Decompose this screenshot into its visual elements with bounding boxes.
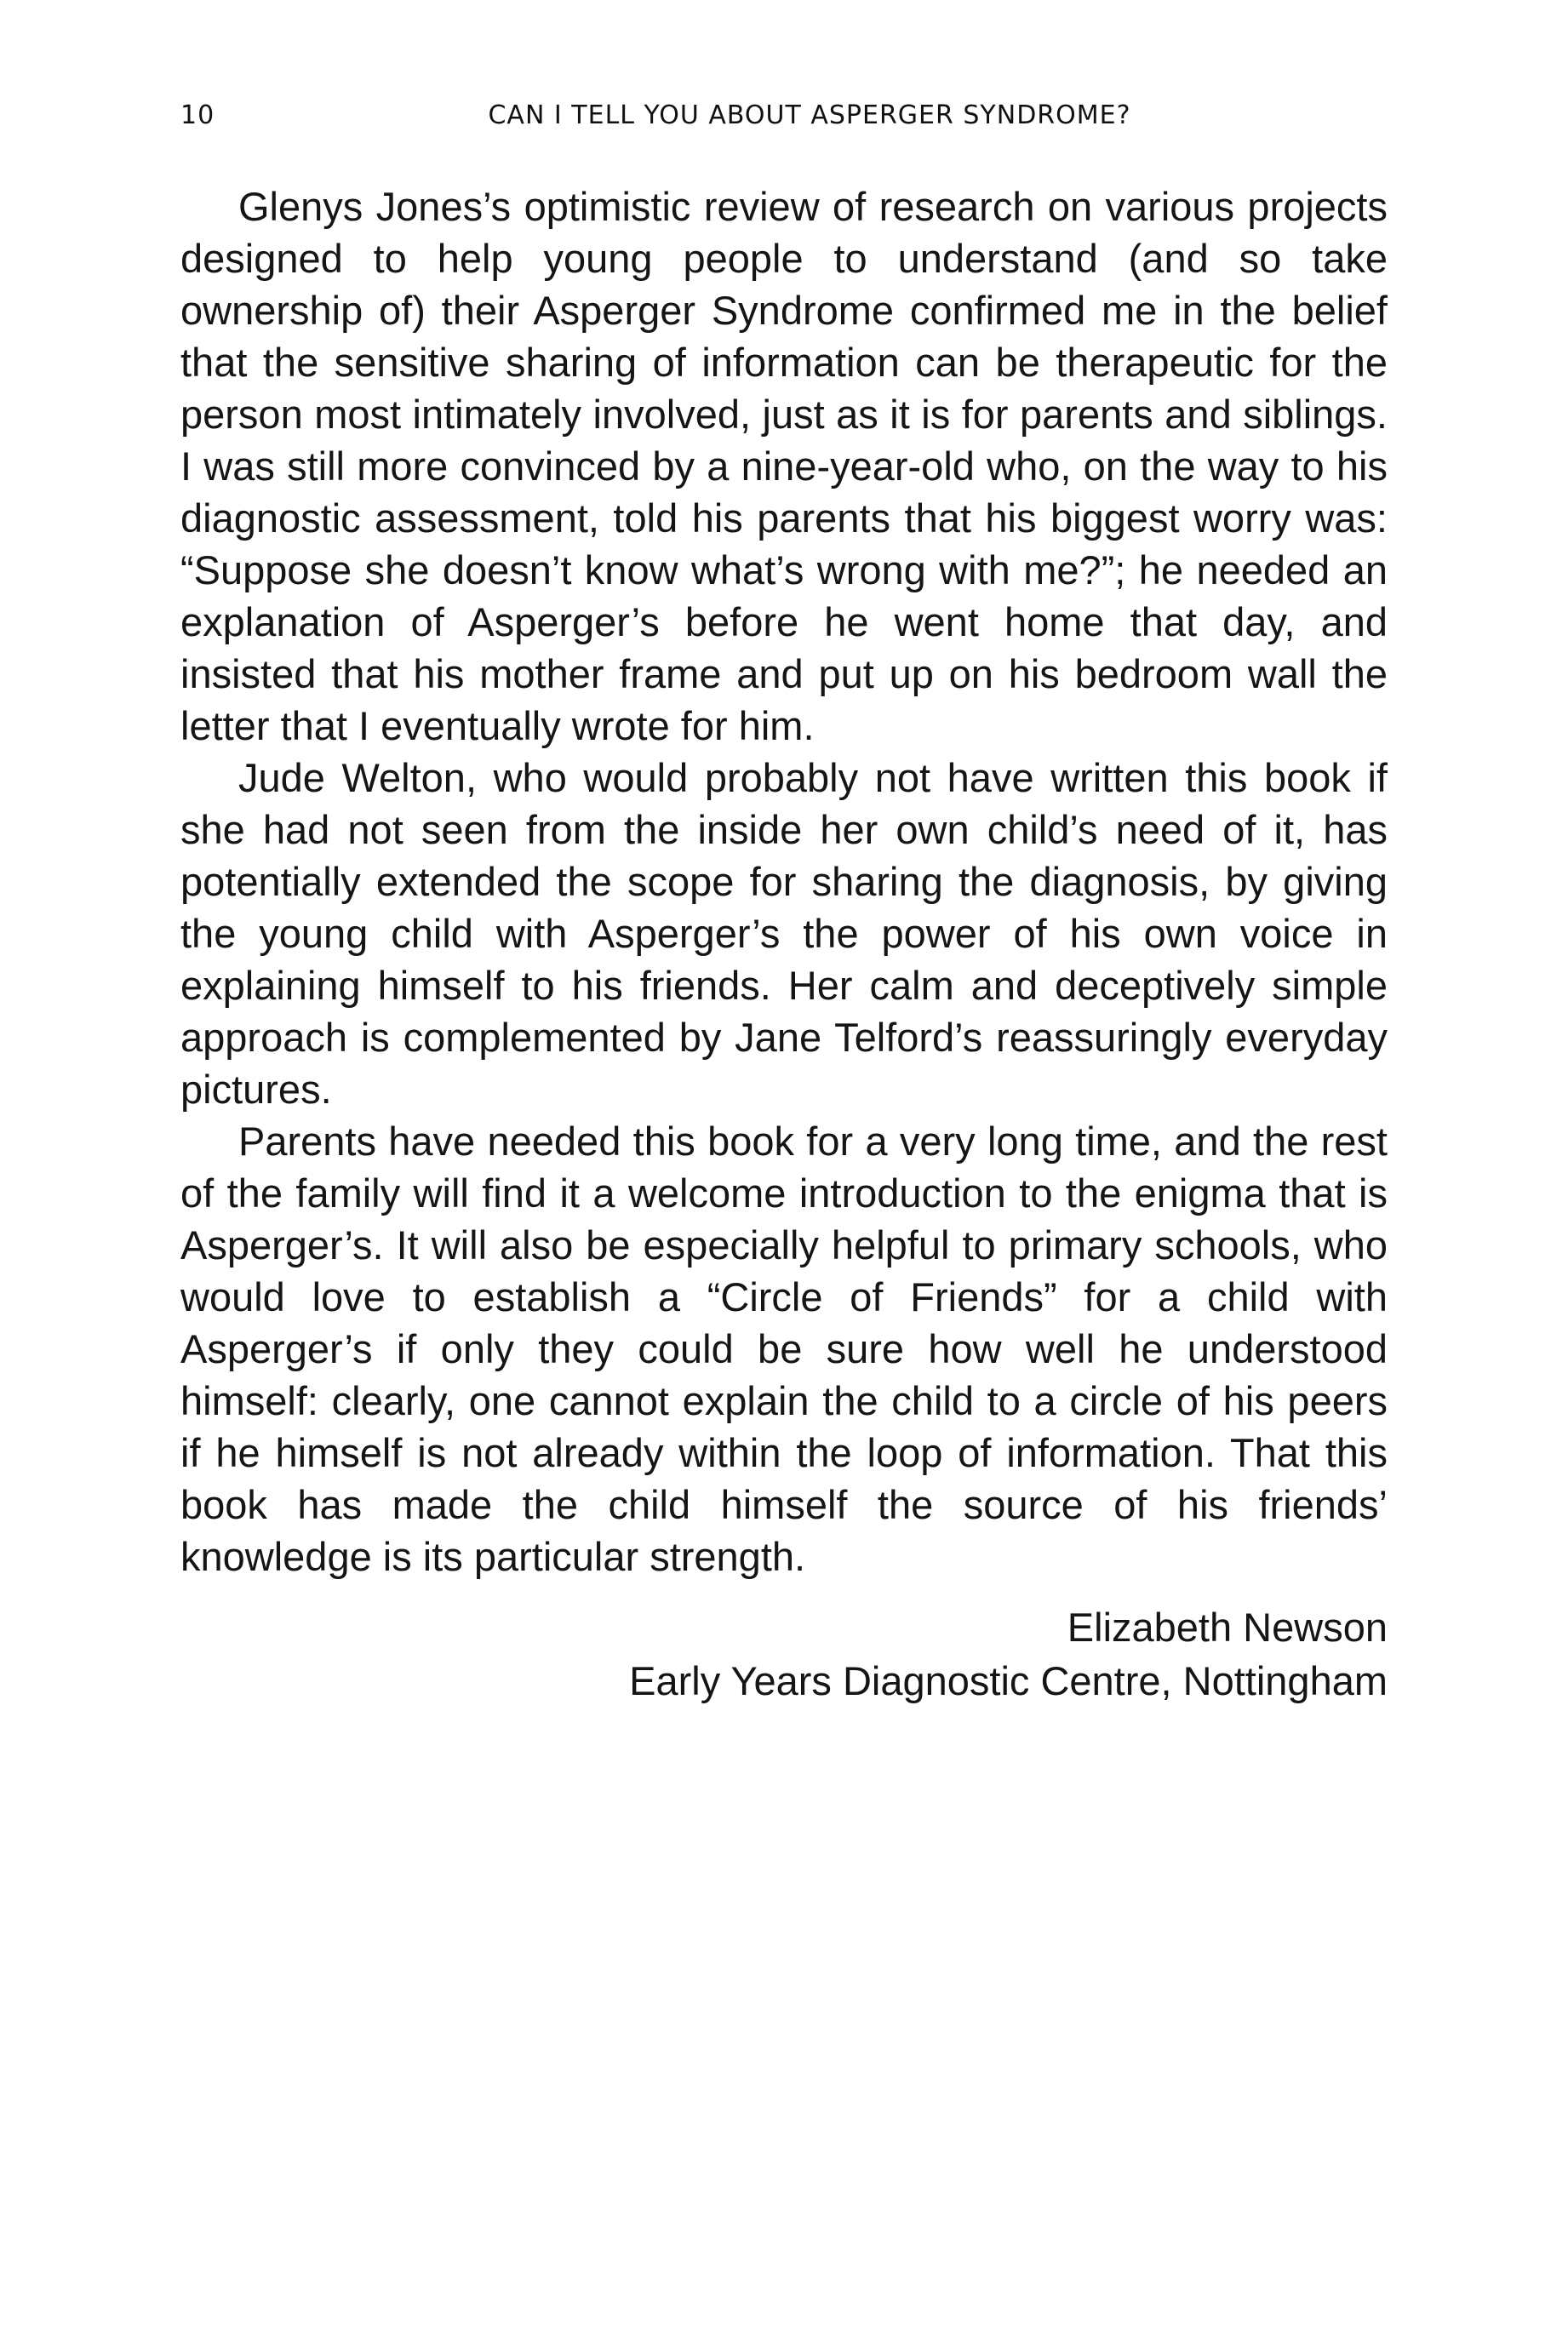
page-number: 10	[180, 100, 215, 130]
running-title: CAN I TELL YOU ABOUT ASPERGER SYNDROME?	[488, 100, 1131, 130]
body-text	[180, 180, 1388, 1582]
running-header	[180, 100, 1388, 138]
signature-block	[180, 1600, 1388, 1708]
paragraph: Glenys Jones’s optimistic review of research on various projects designed to help young people to understand (and so take ownership of) their Asperger Syndrome confirmed me in the belief that the sensitive sharing of information can be therapeutic for the person most intimately involved, just as it is for parents and siblings. I was still more convinced by a nine-year-old who, on the way to his diagnostic assessment, told his parents that his biggest worry was: “Suppose she doesn’t know what’s wrong with me?”; he needed an explanation of Asperger’s before he went home that day, and insisted that his mother frame and put up on his bedroom wall the letter that I eventually wrote for him.	[180, 184, 1388, 748]
paragraph: Jude Welton, who would probably not have written this book if she had not seen from the inside her own child’s need of it, has potentially extended the scope for sharing the diagnosis, by giving the young child with Asperger’s the power of his own voice in explaining himself to his friends. Her calm and deceptively simple approach is complemented by Jane Telford’s reassuringly everyday pictures.	[180, 755, 1388, 1112]
signature-affiliation: Early Years Diagnostic Centre, Nottingham	[629, 1658, 1388, 1703]
signature-name: Elizabeth Newson	[1067, 1605, 1388, 1650]
paragraph: Parents have needed this book for a very long time, and the rest of the family will find it a welcome introduction to the enigma that is Asperger’s. It will also be especially helpful to primary schools, who would love to establish a “Circle of Friends” for a child with Asperger’s if only they could be sure how well he understood himself: clearly, one cannot explain the child to a circle of his peers if he himself is not already within the loop of information. That this book has made the child himself the source of his friends’ knowledge is its particular strength.	[180, 1119, 1388, 1579]
